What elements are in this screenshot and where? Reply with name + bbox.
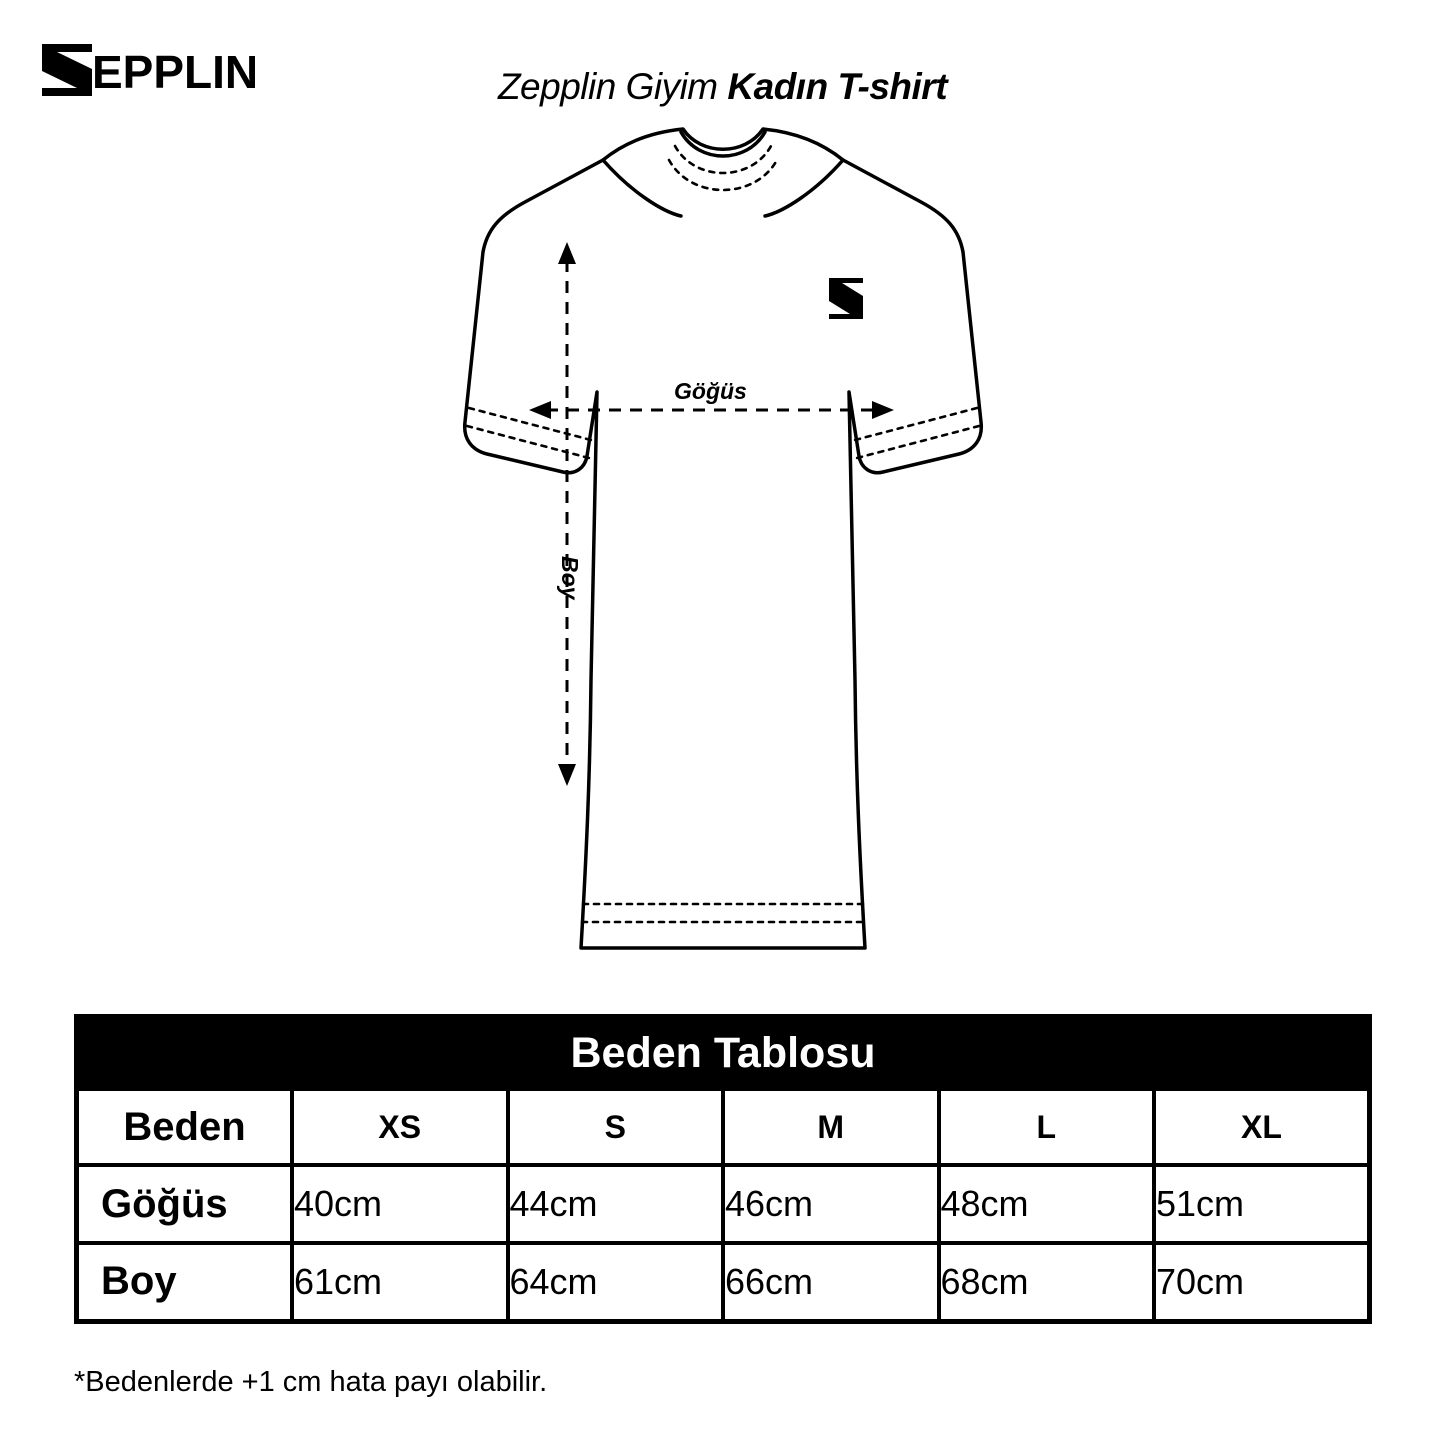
row-label-gogus: Göğüs xyxy=(77,1165,293,1243)
cell-gogus-s: 44cm xyxy=(508,1165,724,1243)
page-title-bold: Kadın T-shirt xyxy=(727,66,948,107)
header-cell-size-m: M xyxy=(723,1089,939,1165)
header-cell-size-xs: XS xyxy=(292,1089,508,1165)
cell-gogus-m: 46cm xyxy=(723,1165,939,1243)
table-header-row xyxy=(77,1089,1370,1165)
cell-gogus-xs: 40cm xyxy=(292,1165,508,1243)
chest-dimension-label: Göğüs xyxy=(674,378,747,404)
table-title-row xyxy=(77,1017,1370,1090)
page-title-light: Zepplin Giyim xyxy=(497,66,728,107)
cell-gogus-xl: 51cm xyxy=(1154,1165,1370,1243)
cell-boy-xs: 61cm xyxy=(292,1243,508,1321)
header-cell-size-s: S xyxy=(508,1089,724,1165)
header-cell-beden: Beden xyxy=(77,1089,293,1165)
size-table-footnote: *Bedenlerde +1 cm hata payı olabilir. xyxy=(74,1366,548,1398)
size-table xyxy=(74,1014,1372,1324)
header-cell-size-xl: XL xyxy=(1154,1089,1370,1165)
cell-gogus-l: 48cm xyxy=(939,1165,1155,1243)
cell-boy-xl: 70cm xyxy=(1154,1243,1370,1321)
header-cell-size-l: L xyxy=(939,1089,1155,1165)
size-table-area xyxy=(74,1014,1372,1324)
row-label-boy: Boy xyxy=(77,1243,293,1321)
page-header xyxy=(0,0,1445,130)
table-row xyxy=(77,1165,1370,1243)
cell-boy-s: 64cm xyxy=(508,1243,724,1321)
brand-logo-text: EPPLIN xyxy=(92,46,259,98)
page-title xyxy=(0,66,1445,108)
chest-logo-z-icon xyxy=(829,278,863,319)
tshirt-outline xyxy=(363,120,1083,980)
length-dimension-label: Boy xyxy=(557,556,583,600)
neckline-stitching xyxy=(669,146,777,190)
size-table-title: Beden Tablosu xyxy=(77,1017,1370,1090)
length-measurement-arrow xyxy=(558,242,576,786)
table-row xyxy=(77,1243,1370,1321)
cell-boy-m: 66cm xyxy=(723,1243,939,1321)
tshirt-illustration xyxy=(0,120,1445,1000)
cell-boy-l: 68cm xyxy=(939,1243,1155,1321)
bottom-hem-stitching xyxy=(582,904,864,922)
